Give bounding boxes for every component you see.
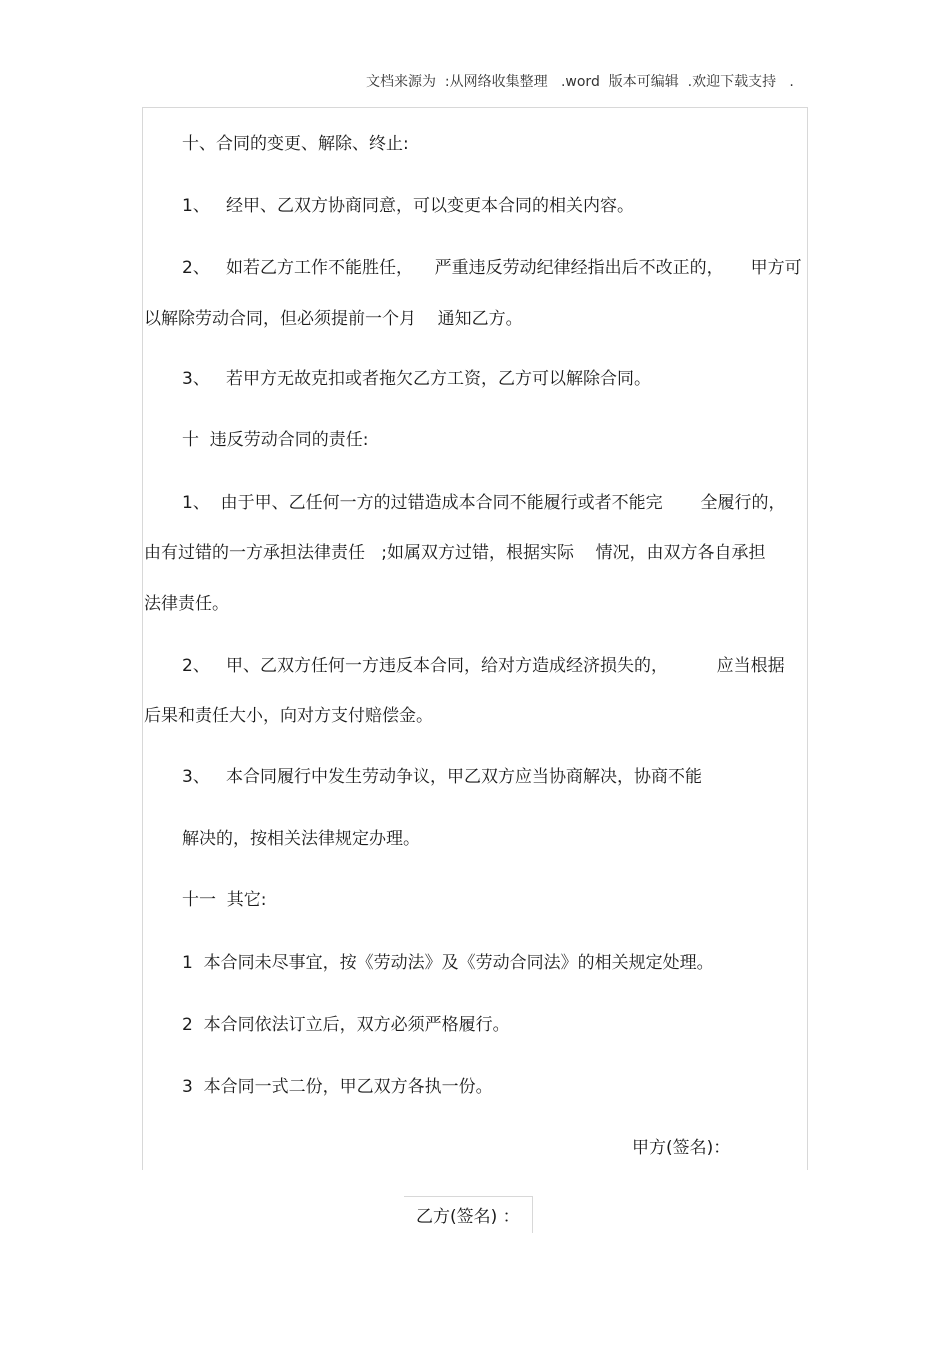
clause-liability-3-line2: 解决的，按相关法律规定办理。 xyxy=(182,829,420,849)
clause-10-2-line1: 2、 如若乙方工作不能胜任， 严重违反劳动纪律经指出后不改正的， 甲方可 xyxy=(182,258,802,278)
section-10-heading: 十、合同的变更、解除、终止: xyxy=(182,134,409,154)
section-liability-heading: 十 违反劳动合同的责任: xyxy=(182,430,369,450)
clause-liability-1-line1: 1、 由于甲、乙任何一方的过错造成本合同不能履行或者不能完 全履行的， xyxy=(182,493,786,513)
clause-11-3: 3 本合同一式二份，甲乙双方各执一份。 xyxy=(182,1077,493,1097)
clause-liability-2-line2: 后果和责任大小，向对方支付赔偿金。 xyxy=(144,706,433,726)
clause-liability-1-line3: 法律责任。 xyxy=(144,594,229,614)
clause-10-2-line2: 以解除劳动合同，但必须提前一个月 通知乙方。 xyxy=(144,309,523,329)
clause-liability-2-line1: 2、 甲、乙双方任何一方违反本合同，给对方造成经济损失的， 应当根据 xyxy=(182,656,785,676)
party-a-signature-label: 甲方(签名)： xyxy=(632,1138,731,1158)
document-source-header: 文档来源为 :从网络收集整理 .word 版本可编辑 .欢迎下载支持 . xyxy=(366,74,794,90)
clause-liability-3-line1: 3、 本合同履行中发生劳动争议，甲乙双方应当协商解决，协商不能 xyxy=(182,767,703,787)
clause-11-2: 2 本合同依法订立后，双方必须严格履行。 xyxy=(182,1015,510,1035)
clause-10-3: 3、 若甲方无故克扣或者拖欠乙方工资，乙方可以解除合同。 xyxy=(182,369,652,389)
clause-10-1: 1、 经甲、乙双方协商同意，可以变更本合同的相关内容。 xyxy=(182,196,635,216)
section-11-heading: 十一 其它: xyxy=(182,890,267,910)
clause-11-1: 1 本合同未尽事宜，按《劳动法》及《劳动合同法》的相关规定处理。 xyxy=(182,953,714,973)
party-b-signature-label: 乙方(签名) ： xyxy=(416,1207,520,1227)
clause-liability-1-line2: 由有过错的一方承担法律责任 ;如属双方过错，根据实际 情况，由双方各自承担 xyxy=(144,543,766,563)
